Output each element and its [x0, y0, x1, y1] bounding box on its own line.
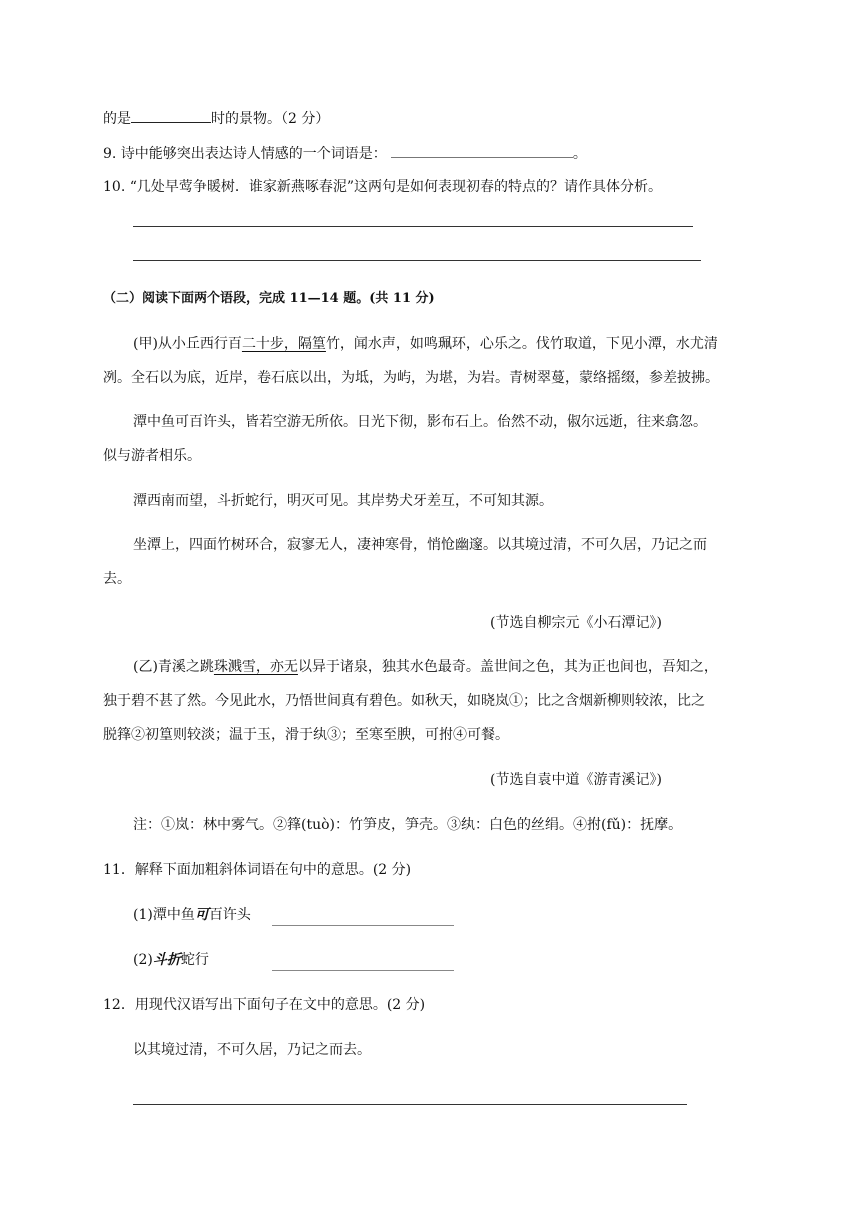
jia-paragraph-4-line-2: 去。: [103, 571, 131, 587]
q11-item-2: (2)斗折蛇行: [133, 952, 209, 968]
yi-paragraph-line-2: 独于碧不甚了然。今见此水，乃悟世间真有碧色。如秋天，如晓岚①；比之含烟新柳则较浓，比之: [103, 693, 705, 709]
emphasized-word: 斗折: [152, 952, 181, 968]
q8-tail: 的是 时的景物。（2 分）: [103, 108, 329, 129]
jia-paragraph-3: 潭西南而望，斗折蛇行，明灭可见。其岸势犬牙差互，不可知其源。: [133, 493, 553, 509]
jia-paragraph-1-line-1: (甲)从小丘西行百二十步，隔篁竹，闻水声，如鸣珮环，心乐之。伐竹取道，下见小潭，水尤清: [133, 336, 718, 352]
annotation-note: 注：①岚：林中雾气。②箨(tuò)：竹笋皮，笋壳。③纨：白色的丝绢。④拊(fǔ)：抚摩。: [133, 817, 683, 833]
question-11: 11．解释下面加粗斜体词语在句中的意思。(2 分): [103, 862, 412, 878]
yi-source: (节选自袁中道《游青溪记》): [490, 772, 662, 788]
jia-paragraph-2-line-2: 似与游者相乐。: [103, 448, 201, 464]
q10-answer-line-1[interactable]: [133, 226, 693, 227]
yi-paragraph-line-3: 脱箨②初篁则较淡；温于玉，滑于纨③；至寒至腴，可拊④可餐。: [103, 727, 509, 743]
jia-paragraph-4-line-1: 坐潭上，四面竹树环合，寂寥无人，凄神寒骨，悄怆幽邃。以其境过清，不可久居，乃记之而: [133, 537, 707, 553]
section-2-title: （二）阅读下面两个语段，完成 11—14 题。(共 11 分): [103, 291, 435, 306]
q9-answer-blank[interactable]: [391, 143, 573, 158]
question-12: 12．用现代汉语写出下面句子在文中的意思。(2 分): [103, 997, 426, 1013]
q10-answer-line-2[interactable]: [133, 260, 701, 261]
q11-item-1-answer-line[interactable]: [272, 925, 454, 926]
q8-answer-blank[interactable]: [131, 108, 211, 123]
q12-answer-line[interactable]: [133, 1104, 687, 1105]
question-10: 10. “几处早莺争暖树．谁家新燕啄春泥”这两句是如何表现初春的特点的？请作具体分析。: [103, 179, 663, 195]
jia-source: (节选自柳宗元《小石潭记》): [490, 615, 662, 631]
q11-item-1: (1)潭中鱼可百许头: [133, 907, 251, 923]
question-9: 9. 诗中能够突出表达诗人情感的一个词语是： 。: [103, 143, 587, 164]
underlined-phrase: 珠溅雪，亦无: [213, 659, 298, 675]
jia-paragraph-2-line-1: 潭中鱼可百许头，皆若空游无所依。日光下彻，影布石上。佁然不动，俶尔远逝，往来翕忽。: [133, 414, 707, 430]
underlined-phrase: 二十步，隔篁: [241, 336, 326, 352]
jia-paragraph-1-line-2: 冽。全石以为底，近岸，卷石底以出，为坻，为屿，为堪，为岩。青树翠蔓，蒙络摇缀，参差披拂。: [103, 370, 719, 386]
yi-paragraph-line-1: (乙)青溪之跳珠溅雪，亦无以异于诸泉，独其水色最奇。盖世间之色，其为正也间也，吾知之，: [133, 659, 718, 675]
q12-sentence: 以其境过清，不可久居，乃记之而去。: [133, 1042, 371, 1058]
emphasized-word: 可: [194, 907, 209, 923]
q11-item-2-answer-line[interactable]: [272, 970, 454, 971]
